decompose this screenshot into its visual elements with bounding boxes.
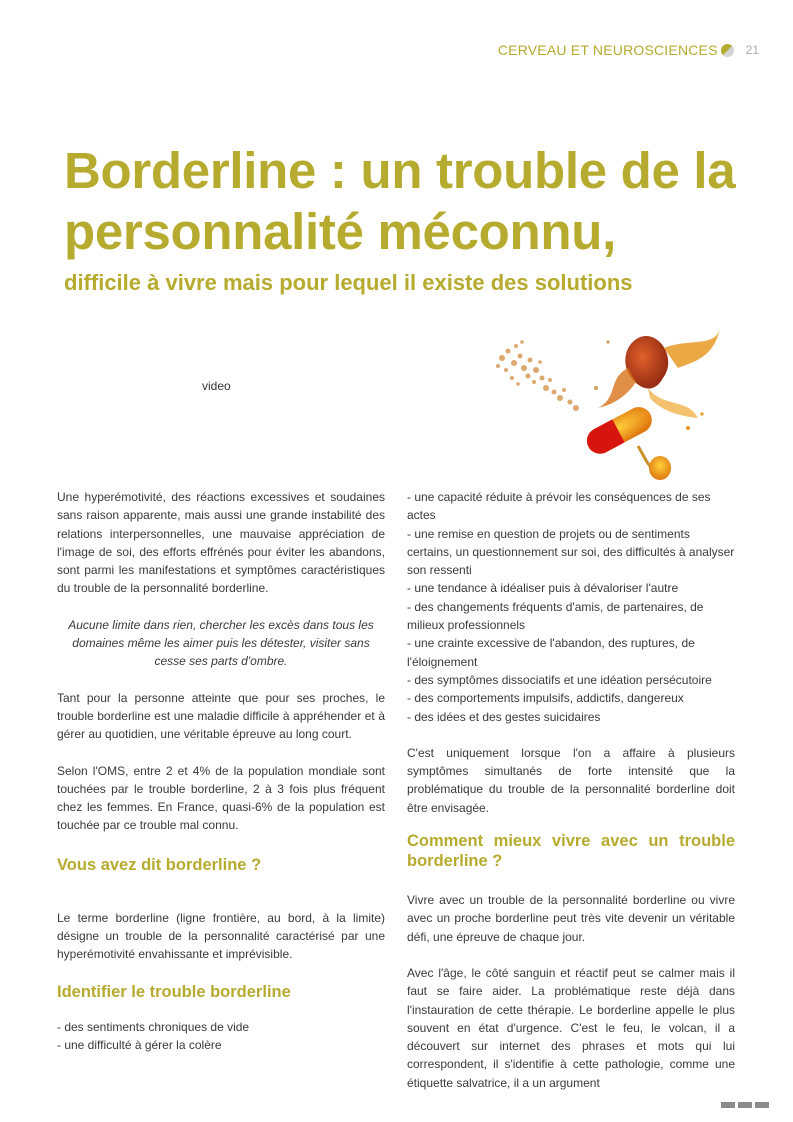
page-number: 21 <box>745 43 759 57</box>
heading-identify: Identifier le trouble borderline <box>57 982 291 1001</box>
right-column <box>407 488 735 1110</box>
list-item: - une difficulté à gérer la colère <box>57 1037 222 1052</box>
pill-splash-illustration <box>488 318 724 484</box>
list-item: - des changements fréquents d'amis, de partenaires, de milieux professionnels <box>407 599 704 633</box>
footer-bar <box>721 1102 735 1108</box>
article-title: Borderline : un trouble de la personnalité méconnu, <box>64 142 736 260</box>
footer-decoration <box>721 1102 769 1108</box>
half-circle-icon <box>721 44 734 57</box>
footer-bar <box>755 1102 769 1108</box>
list-item: - une crainte excessive de l'abandon, des ruptures, de l'éloignement <box>407 636 695 669</box>
video-placeholder[interactable]: video <box>202 379 231 393</box>
list-item: - une remise en question de projets ou de sentiments certains, un questionnement sur soi, des difficultés à analyser son ressenti <box>407 526 735 578</box>
heading-living-with: Comment mieux vivre avec un trouble borderline ? <box>407 832 735 871</box>
article-subtitle: difficile à vivre mais pour lequel il existe des solutions <box>64 270 633 295</box>
paragraph-diagnosis: C'est uniquement lorsque l'on a affaire à plusieurs symptômes simultanés de forte intensité que la problématique du trouble de la personnalité borderline doit être envisagée. <box>407 745 735 815</box>
list-item: - une capacité réduite à prévoir les conséquences de ses actes <box>407 490 711 523</box>
paragraph-therapy: Avec l'âge, le côté sanguin et réactif peut se calmer mais il faut se faire aider. La problématique reste déjà dans l'instauration de cette thérapie. Le borderline appelle le plus souvent en état d'urgence. C'est le feu, le volcan, il a découvert sur internet des phrases et mots qui lui correspondent, il s'identifie à cette pathologie, comme une étiquette salvatrice, il a un argument <box>407 965 735 1090</box>
running-header <box>498 42 759 58</box>
list-item: - des comportements impulsifs, addictifs, dangereux <box>407 691 684 706</box>
heading-definition: Vous avez dit borderline ? <box>57 855 262 874</box>
list-item: - des idées et des gestes suicidaires <box>407 709 601 724</box>
paragraph-statistics: Selon l'OMS, entre 2 et 4% de la population mondiale sont touchées par le trouble borderline, 2 à 3 fois plus fréquent chez les femmes. En France, quasi-6% de la population est touchée par ce trouble mal connu. <box>57 763 385 833</box>
left-column <box>57 488 385 1054</box>
section-title: CERVEAU ET NEUROSCIENCES <box>497 42 718 58</box>
list-item: - des sentiments chroniques de vide <box>57 1019 250 1034</box>
list-item: - des symptômes dissociatifs et une idéation persécutoire <box>407 672 712 687</box>
paragraph-challenge: Vivre avec un trouble de la personnalité borderline ou vivre avec un proche borderline peut très vite devenir un véritable défi, une épreuve de chaque jour. <box>407 893 735 944</box>
pull-quote: Aucune limite dans rien, chercher les excès dans tous les domaines même les aimer puis les détester, visiter sans cesse ses parts d'ombre. <box>68 617 374 669</box>
list-item: - une tendance à idéaliser puis à dévaloriser l'autre <box>407 581 679 596</box>
footer-bar <box>738 1102 752 1108</box>
intro-paragraph: Une hyperémotivité, des réactions excessives et soudaines sans raison apparente, mais aussi une grande instabilité des relations interpersonnelles, une mauvaise appréciation de l'image de soi, des efforts effrénés pour éviter les abandons, sont parmi les manifestations et symptômes caractéristiques du trouble de la personnalité borderline. <box>57 490 385 596</box>
paragraph-definition: Le terme borderline (ligne frontière, au bord, à la limite) désigne un trouble de la personnalité caractérisé par une hyperémotivité envahissante et imprévisible. <box>57 910 385 962</box>
paragraph-impact: Tant pour la personne atteinte que pour ses proches, le trouble borderline est une maladie difficile à appréhender et à gérer au quotidien, une véritable épreuve au long court. <box>57 690 385 742</box>
